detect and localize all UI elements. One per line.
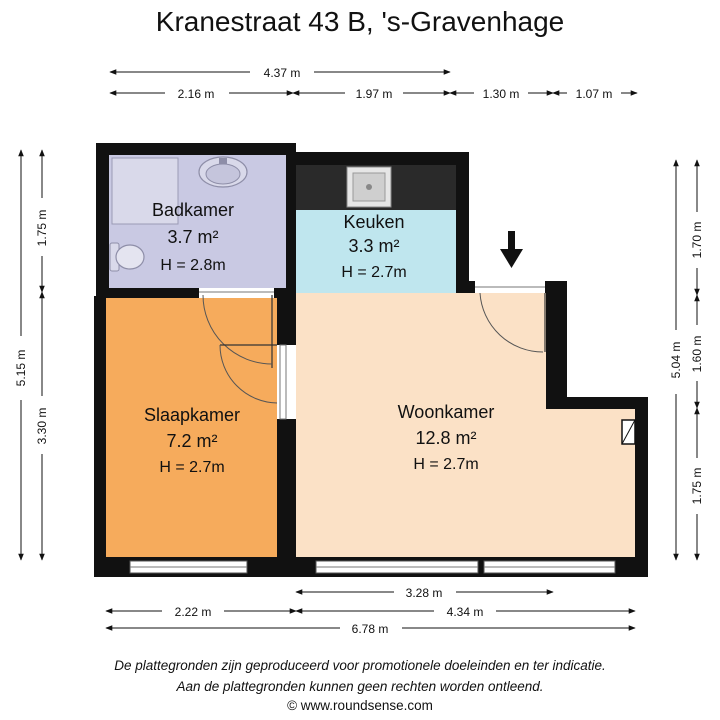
copyright-text: © www.roundsense.com [287,698,433,713]
dim-label-right-1: 1.70 m [690,221,704,259]
dim-label-bottom-3: 4.34 m [446,605,484,619]
toilet [110,243,144,271]
dim-label-top-total: 4.37 m [263,66,301,80]
entrance-arrow-icon [500,231,523,268]
room-name: Badkamer [151,200,235,220]
dimension-right-row [689,160,705,560]
room-name: Slaapkamer [143,405,241,425]
room-height: H = 2.7m [159,459,225,476]
room-name: Woonkamer [397,402,495,422]
window-woonkamer-left [316,561,478,573]
room-slaapkamer-floor [106,298,277,557]
room-height: H = 2.7m [413,456,479,473]
room-area: 7.2 m² [166,431,218,451]
dimension-top-row [110,85,637,101]
dim-label-left-total: 5.15 m [14,349,28,387]
dimension-left-total [13,150,29,560]
room-area: 3.7 m² [167,227,219,247]
room-area: 3.3 m² [348,236,400,256]
dim-label-top-4: 1.07 m [575,87,613,101]
room-height: H = 2.8m [160,257,226,274]
dim-label-top-1: 2.16 m [177,87,215,101]
dimension-right-total [668,160,684,560]
dim-label-bottom-total: 6.78 m [351,622,389,636]
dimension-top-total [110,64,450,80]
dim-label-top-2: 1.97 m [355,87,393,101]
dimension-left-row [34,150,50,560]
page-title: Kranestraat 43 B, 's-Gravenhage [155,6,565,37]
dim-label-left-1: 1.75 m [35,209,49,247]
dim-label-bottom-2: 2.22 m [174,605,212,619]
disclaimer-line-1: De plattegronden zijn geproduceerd voor promotionele doeleinden en ter indicatie. [114,658,606,673]
shaft [622,420,635,444]
disclaimer-line-2: Aan de plattegronden kunnen geen rechten worden ontleend. [176,679,544,694]
dim-label-right-2: 1.60 m [690,335,704,373]
room-height: H = 2.7m [341,264,407,281]
dim-label-left-2: 3.30 m [35,407,49,445]
dim-label-bottom-1: 3.28 m [405,586,443,600]
window-slaapkamer [130,561,247,573]
dimension-bottom-row [106,584,635,636]
room-area: 12.8 m² [415,428,477,448]
room-woonkamer-floor [296,293,635,557]
room-keuken-label [341,212,406,281]
window-woonkamer-right [484,561,615,573]
dim-label-top-3: 1.30 m [482,87,520,101]
dim-label-right-3: 1.75 m [690,467,704,505]
room-name: Keuken [343,212,405,232]
dim-label-right-total: 5.04 m [669,341,683,379]
